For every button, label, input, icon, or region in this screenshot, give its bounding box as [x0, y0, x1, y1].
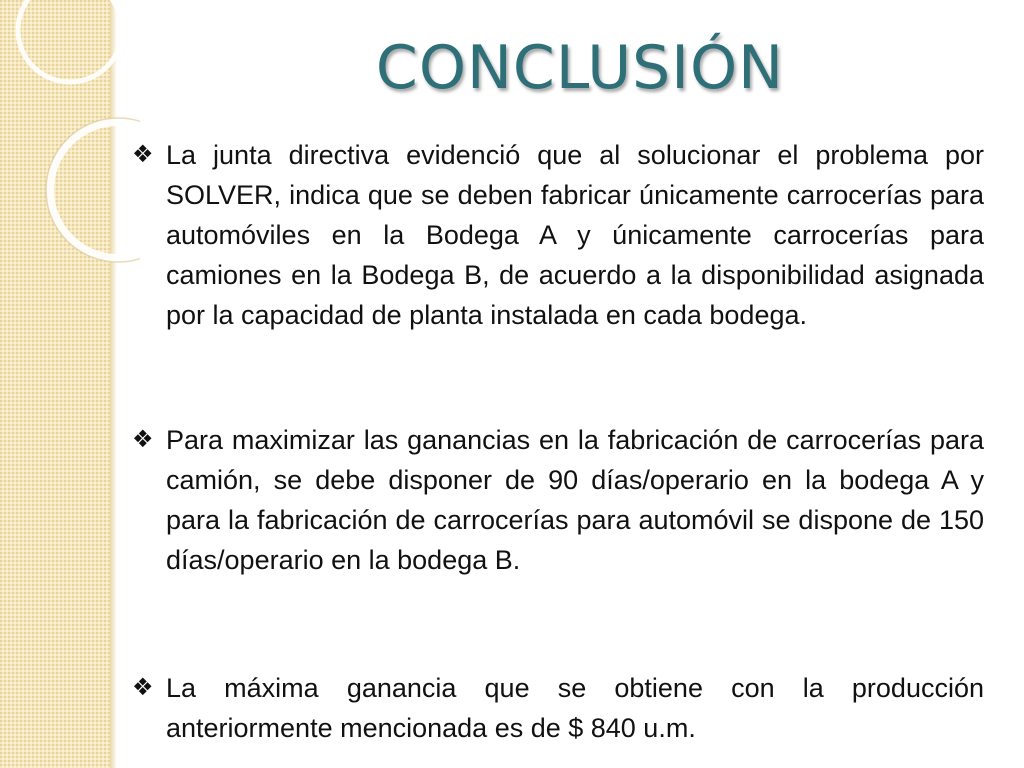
- diamond-bullet-icon: ❖: [132, 141, 154, 168]
- bullet-item: [128, 420, 984, 580]
- diamond-bullet-icon: ❖: [132, 674, 154, 701]
- bullet-text: La máxima ganancia que se obtiene con la producción anteriormente mencionada es de $ 840 u.m.: [166, 673, 984, 743]
- bullet-text: Para maximizar las ganancias en la fabricación de carrocerías para camión, se debe disponer de 90 días/operario en la bodega A y para la fabricación de carrocerías para automóvil se dispone de 150 días/operario en la bodega B.: [166, 425, 984, 575]
- slide-title: CONCLUSIÓN: [375, 33, 785, 103]
- decorative-circles-icon: [0, 0, 140, 300]
- bullet-item: [128, 135, 984, 335]
- diamond-bullet-icon: ❖: [132, 426, 154, 453]
- bullet-item: [128, 668, 984, 748]
- bullet-text: La junta directiva evidenció que al solucionar el problema por SOLVER, indica que se deben fabricar únicamente carrocerías para automóviles en la Bodega A y únicamente carrocerías para camiones en la Bodega B, de acuerdo a la disponibilidad asignada por la capacidad de planta instalada en cada bodega.: [166, 140, 984, 330]
